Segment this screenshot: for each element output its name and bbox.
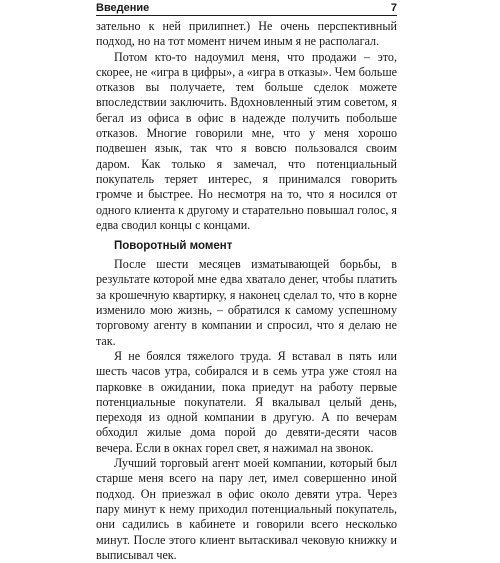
chapter-title: Введение <box>96 2 150 14</box>
paragraph: После шести месяцев изматывающей борьбы, в результате которой мне едва хватало денег, чтобы платить за крошечную квартирку, я наконец сделал то, что в корне изменило мою жизнь, – обратился к самому успешному торговому агенту в компании и спросил, что я делаю не так. <box>96 257 397 348</box>
paragraph: Потом кто-то надоумил меня, что продажи – это, скорее, не «игра в цифры», а «игра в отказы». Чем больше отказов вы получаете, тем больше сделок можете впоследствии заключить. Вдохновленный этим советом, я бегал из офиса в офис в надежде получить побольше отказов. Многие говорили мне, что у меня хорошо подвешен язык, так что я вовсю пользовался своим даром. Как только я замечал, что потенциальный покупатель теряет интерес, я принимался говорить громче и быстрее. Но несмотря на то, что я носился от одного клиента к другому и старательно повышал голос, я едва сводил концы с концами. <box>96 49 397 232</box>
body-text <box>96 19 397 563</box>
page-number: 7 <box>390 2 397 14</box>
book-page <box>96 0 397 562</box>
section-heading: Поворотный момент <box>114 240 233 253</box>
paragraph-continued: зательно к ней прилипнет.) Не очень перспективный подход, но на тот момент ничем иным я не располагал. <box>96 19 397 49</box>
paragraph: Я не боялся тяжелого труда. Я вставал в пять или шесть часов утра, собирался и в семь утра уже стоял на парковке в ожидании, пока приедут на работу первые потенциальные покупатели. Я вкалывал целый день, переходя из одной компании в другую. А по вечерам обходил жилые дома порой до девяти-десяти часов вечера. Если в окнах горел свет, я нажимал на звонок. <box>96 348 397 455</box>
running-header <box>96 0 397 16</box>
paragraph: Лучший торговый агент моей компании, который был старше меня всего на пару лет, имел совершенно иной подход. Он приезжал в офис около девяти утра. Через пару минут к нему приходил потенциальный покупатель, они садились в кабинете и говорили всего несколько минут. После этого клиент вытаскивал чековую книжку и выписывал чек. <box>96 456 397 562</box>
